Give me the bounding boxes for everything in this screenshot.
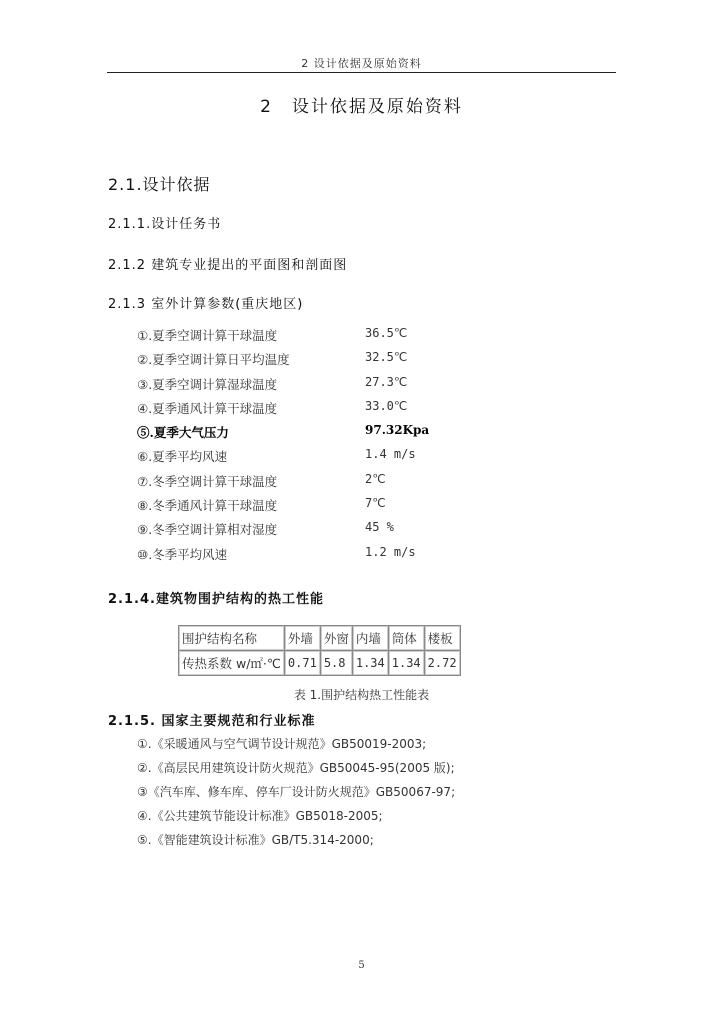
parameter-name: ②.夏季空调计算日平均温度 [137,352,290,368]
table-cell: 内墙 [352,626,388,651]
table-header-row [179,626,461,651]
table-cell: 0.71 [284,651,320,676]
table-cell: 外窗 [320,626,352,651]
table-cell: 传热系数 w/㎡·℃ [179,651,285,676]
parameter-value: 33.0℃ [365,398,408,413]
table-cell: 围护结构名称 [179,626,285,651]
page-number: 5 [358,960,365,971]
section-heading-2-1-3: 2.1.3 室外计算参数(重庆地区) [108,297,304,312]
parameter-name: ③.夏季空调计算湿球温度 [137,376,278,392]
table-row [179,651,461,676]
standards-list [137,735,455,855]
table-cell: 筒体 [388,626,424,651]
section-heading-2-1-4: 2.1.4.建筑物围护结构的热工性能 [108,592,324,607]
parameter-value: 7℃ [365,496,386,511]
list-item: ⑤.《智能建筑设计标准》GB/T5.314-2000; [137,833,374,847]
section-heading-2-1-5: 2.1.5. 国家主要规范和行业标准 [108,714,316,729]
parameter-name: ⑦.冬季空调计算干球温度 [137,473,278,489]
parameter-value: 32.5℃ [365,350,408,365]
table-cell: 1.34 [352,651,388,676]
parameter-value: 27.3℃ [365,374,408,389]
parameter-name: ⑧.冬季通风计算干球温度 [137,498,278,514]
thermal-performance-table [178,625,461,676]
section-heading-2-1-1: 2.1.1.设计任务书 [108,217,222,232]
parameter-name: ⑥.夏季平均风速 [137,449,228,465]
parameter-value: 2℃ [365,471,386,486]
list-item: ②.《高层民用建筑设计防火规范》GB50045-95(2005 版); [137,761,455,775]
list-item: ④.《公共建筑节能设计标准》GB5018-2005; [137,809,383,823]
table-caption: 表 1.围护结构热工性能表 [293,688,430,702]
list-item: ③《汽车库、修车库、停车厂设计防火规范》GB50067-97; [137,785,456,799]
table-cell: 外墙 [284,626,320,651]
parameter-name: ⑨.冬季空调计算相对湿度 [137,522,278,538]
section-heading-2-1-2: 2.1.2 建筑专业提出的平面图和剖面图 [108,258,348,273]
parameter-name: ④.夏季通风计算干球温度 [137,400,278,416]
table-cell: 楼板 [424,626,460,651]
chapter-title: 2 设计依据及原始资料 [260,97,463,117]
parameter-name: ⑩.冬季平均风速 [137,546,228,562]
table-cell: 1.34 [388,651,424,676]
header-rule [107,72,616,73]
table-cell: 5.8 [320,651,352,676]
table-cell: 2.72 [424,651,460,676]
parameter-value: 97.32Kpa [365,423,430,438]
section-heading-2-1: 2.1.设计依据 [108,175,211,194]
parameter-value: 36.5℃ [365,326,408,340]
list-item: ①.《采暖通风与空气调节设计规范》GB50019-2003; [137,737,427,751]
parameter-name: ⑤.夏季大气压力 [137,425,229,441]
running-header: 2 设计依据及原始资料 [301,57,422,70]
parameter-value: 45 % [365,520,394,535]
parameter-value: 1.2 m/s [365,544,416,559]
parameter-name: ①.夏季空调计算干球温度 [137,328,278,343]
parameter-value: 1.4 m/s [365,447,416,462]
